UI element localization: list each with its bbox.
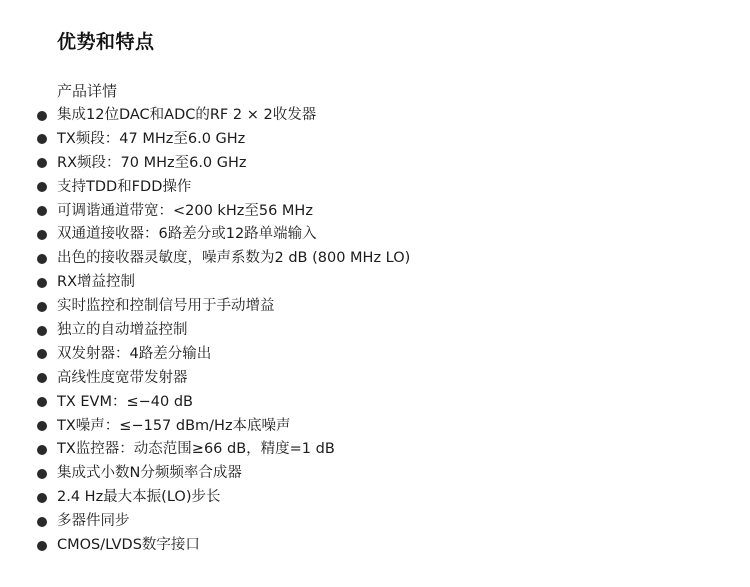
feature-item xyxy=(0,343,410,367)
bullet-icon xyxy=(37,111,47,121)
section-title: 优势和特点 xyxy=(57,31,155,53)
feature-item xyxy=(0,152,410,176)
feature-item xyxy=(0,415,410,439)
feature-list xyxy=(0,104,410,558)
bullet-icon xyxy=(37,206,47,216)
feature-text: RX增益控制 xyxy=(57,274,136,291)
feature-text: TX EVM：≤−40 dB xyxy=(57,393,194,410)
feature-item xyxy=(0,534,410,558)
feature-item xyxy=(0,200,410,224)
feature-item xyxy=(0,438,410,462)
feature-item xyxy=(0,391,410,415)
feature-text: 双发射器：4路差分输出 xyxy=(57,345,212,362)
feature-text: TX监控器：动态范围≥66 dB，精度=1 dB xyxy=(57,441,335,458)
feature-item xyxy=(0,462,410,486)
bullet-icon xyxy=(37,421,47,431)
feature-text: 集成12位DAC和ADC的RF 2 × 2收发器 xyxy=(57,107,317,123)
feature-text: 实时监控和控制信号用于手动增益 xyxy=(57,298,275,315)
feature-text: 出色的接收器灵敏度，噪声系数为2 dB (800 MHz LO) xyxy=(57,250,411,267)
bullet-icon xyxy=(37,373,47,383)
feature-text: 多器件同步 xyxy=(57,513,130,530)
feature-item xyxy=(0,367,410,391)
bullet-icon xyxy=(37,134,47,144)
bullet-icon xyxy=(37,230,47,240)
feature-text: 2.4 Hz最大本振(LO)步长 xyxy=(57,489,221,506)
bullet-icon xyxy=(37,254,47,264)
bullet-icon xyxy=(37,278,47,288)
bullet-icon xyxy=(37,158,47,168)
feature-item xyxy=(0,128,410,152)
feature-text: 独立的自动增益控制 xyxy=(57,322,188,339)
bullet-icon xyxy=(37,326,47,336)
feature-text: TX噪声：≤−157 dBm/Hz本底噪声 xyxy=(57,417,291,434)
feature-text: 双通道接收器：6路差分或12路单端输入 xyxy=(57,226,317,243)
feature-text: RX频段：70 MHz至6.0 GHz xyxy=(57,154,247,171)
feature-text: 高线性度宽带发射器 xyxy=(57,369,188,386)
bullet-icon xyxy=(37,493,47,503)
bullet-icon xyxy=(37,445,47,455)
bullet-icon xyxy=(37,397,47,407)
feature-item xyxy=(0,271,410,295)
bullet-icon xyxy=(37,517,47,527)
feature-text: TX频段：47 MHz至6.0 GHz xyxy=(57,130,246,147)
bullet-icon xyxy=(37,469,47,479)
feature-item xyxy=(0,223,410,247)
feature-item xyxy=(0,247,410,271)
bullet-icon xyxy=(37,182,47,192)
feature-item xyxy=(0,104,410,128)
bullet-icon xyxy=(37,302,47,312)
feature-text: CMOS/LVDS数字接口 xyxy=(57,537,200,554)
feature-item xyxy=(0,319,410,343)
feature-item xyxy=(0,176,410,200)
bullet-icon xyxy=(37,349,47,359)
bullet-icon xyxy=(37,541,47,551)
feature-item xyxy=(0,486,410,510)
feature-text: 支持TDD和FDD操作 xyxy=(57,178,192,195)
feature-text: 集成式小数N分频频率合成器 xyxy=(57,465,242,482)
feature-item xyxy=(0,295,410,319)
feature-text: 可调谐通道带宽：<200 kHz至56 MHz xyxy=(57,202,313,219)
feature-item xyxy=(0,510,410,534)
section-subtitle: 产品详情 xyxy=(57,82,118,100)
